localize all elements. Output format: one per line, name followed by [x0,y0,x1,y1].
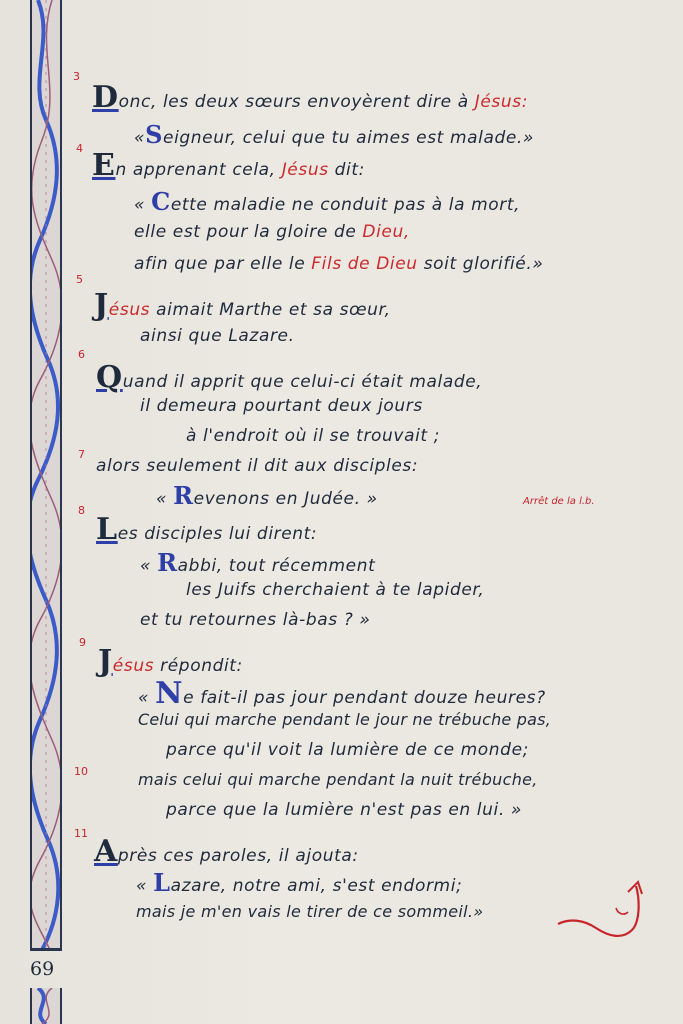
verse-line: ainsi que Lazare. [140,326,295,346]
verse-number-6: 6 [78,348,85,361]
border-pattern [32,0,60,950]
verse-line: « Rabbi, tout récemment [140,548,376,577]
rubric-text: Fils de Dieu [311,254,418,274]
verse-line: «Seigneur, celui que tu aimes est malade.» [134,120,535,149]
margin-note: Arrêt de la l.b. [523,496,595,507]
rubric-text: Jésus [281,160,329,180]
verse-line: les Juifs cherchaient à te lapider, [186,580,485,600]
drop-initial: J [94,288,109,323]
ending-flourish-icon [556,878,646,948]
verse-line: « Revenons en Judée. » [156,481,378,510]
verse-number-10: 10 [74,765,88,778]
colored-initial: L [153,868,171,897]
verse-line: parce qu'il voit la lumière de ce monde; [166,740,529,760]
border-rule [30,948,62,951]
drop-initial: L [96,512,118,547]
verse-line: Les disciples lui dirent: [96,512,318,547]
drop-initial: Q [96,360,123,395]
verse-line: Après ces paroles, il ajouta: [94,834,359,869]
colored-initial: S [145,120,164,149]
verse-line: « Cette maladie ne conduit pas à la mort, [134,187,521,216]
verse-number-4: 4 [76,142,83,155]
verse-line: « Lazare, notre ami, s'est endormi; [136,868,463,897]
colored-initial: N [155,676,184,711]
verse-line: il demeura pourtant deux jours [140,396,423,416]
drop-initial: E [92,148,116,183]
drop-initial: A [94,834,118,869]
verse-number-5: 5 [76,273,83,286]
verse-line: Celui qui marche pendant le jour ne trébuche pas, [138,710,551,729]
rubric-text: ésus [108,300,151,320]
verse-number-11: 11 [74,827,88,840]
verse-line: Jésus répondit: [98,644,243,679]
verse-line: En apprenant cela, Jésus dit: [92,148,365,183]
verse-number-7: 7 [78,448,85,461]
verse-line: alors seulement il dit aux disciples: [96,456,419,476]
rubric-text: Jésus: [474,92,529,112]
verse-line: et tu retournes là-bas ? » [140,610,371,630]
rubric-text: Dieu, [362,222,410,242]
decorative-border-lower [30,988,62,1024]
page-number: 69 [30,958,55,980]
verse-line: mais je m'en vais le tirer de ce sommeil.» [136,902,484,921]
verse-line: elle est pour la gloire de Dieu, [134,222,410,242]
rubric-text: ésus [112,656,155,676]
verse-number-3: 3 [73,70,80,83]
border-pattern-lower [32,988,60,1024]
verse-line: mais celui qui marche pendant la nuit trébuche, [138,770,538,789]
verse-line: Quand il apprit que celui-ci était malade, [96,360,483,395]
colored-initial: R [173,481,194,510]
verse-line: Donc, les deux sœurs envoyèrent dire à Jésus: [92,80,529,115]
verse-number-9: 9 [79,636,86,649]
verse-line: « Ne fait-il pas jour pendant douze heures? [138,676,546,711]
verse-line: afin que par elle le Fils de Dieu soit glorifié.» [134,254,544,274]
drop-initial: J [98,644,113,679]
colored-initial: C [151,187,171,216]
verse-line: Jésus aimait Marthe et sa sœur, [94,288,391,323]
verse-line: à l'endroit où il se trouvait ; [186,426,441,446]
decorative-border [30,0,62,950]
verse-number-8: 8 [78,504,85,517]
colored-initial: R [157,548,178,577]
verse-line: parce que la lumière n'est pas en lui. » [166,800,522,820]
drop-initial: D [92,80,119,115]
